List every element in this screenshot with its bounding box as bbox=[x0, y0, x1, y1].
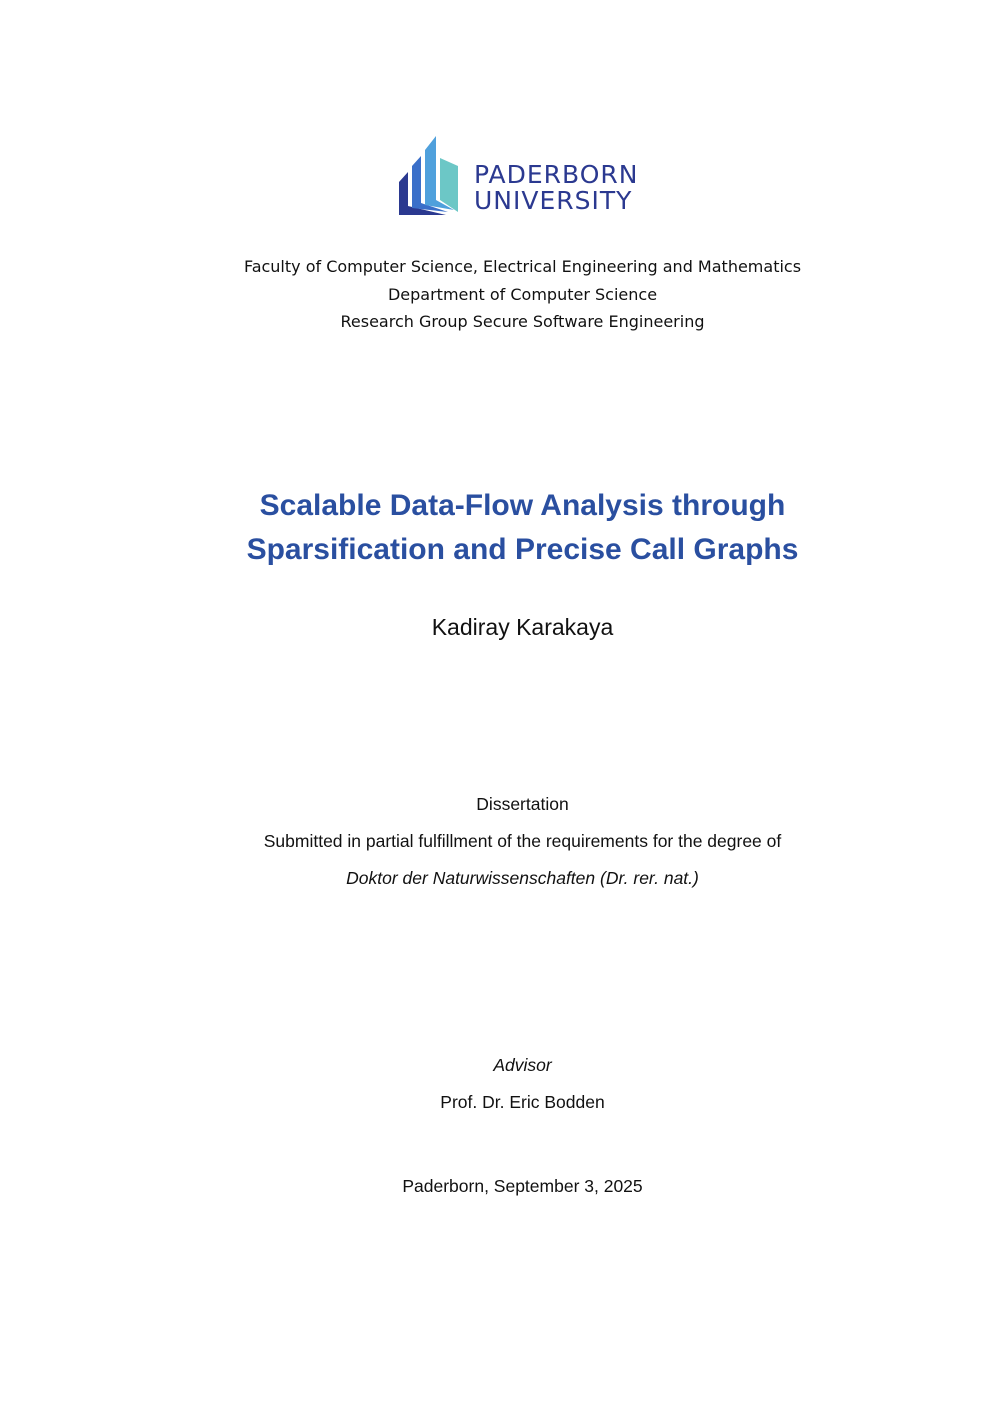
department-name: Department of Computer Science bbox=[387, 284, 658, 304]
advisor-label: Advisor bbox=[493, 1055, 552, 1075]
degree-name: Doktor der Naturwissenschaften (Dr. rer. nat.) bbox=[346, 868, 699, 888]
logo-line-paderborn: PADERBORN bbox=[474, 160, 639, 189]
logo-line-university: UNIVERSITY bbox=[474, 186, 633, 215]
submission-statement: Submitted in partial fulfillment of the requirements for the degree of bbox=[263, 831, 782, 851]
thesis-title bbox=[0, 484, 1000, 572]
document-type: Dissertation bbox=[476, 794, 569, 814]
thesis-title-line-2: Sparsification and Precise Call Graphs bbox=[246, 533, 799, 566]
advisor-name: Prof. Dr. Eric Bodden bbox=[440, 1092, 605, 1112]
paderborn-university-logo-icon bbox=[398, 136, 468, 218]
author-name: Kadiray Karakaya bbox=[431, 614, 614, 640]
university-logo bbox=[398, 136, 648, 218]
thesis-title-line-1: Scalable Data-Flow Analysis through bbox=[259, 489, 786, 522]
place-and-date: Paderborn, September 3, 2025 bbox=[402, 1176, 643, 1196]
logo-wordmark bbox=[474, 162, 638, 214]
faculty-block bbox=[0, 253, 1000, 336]
research-group-name: Research Group Secure Software Engineering bbox=[340, 312, 705, 331]
faculty-name: Faculty of Computer Science, Electrical Engineering and Mathematics bbox=[243, 257, 802, 276]
